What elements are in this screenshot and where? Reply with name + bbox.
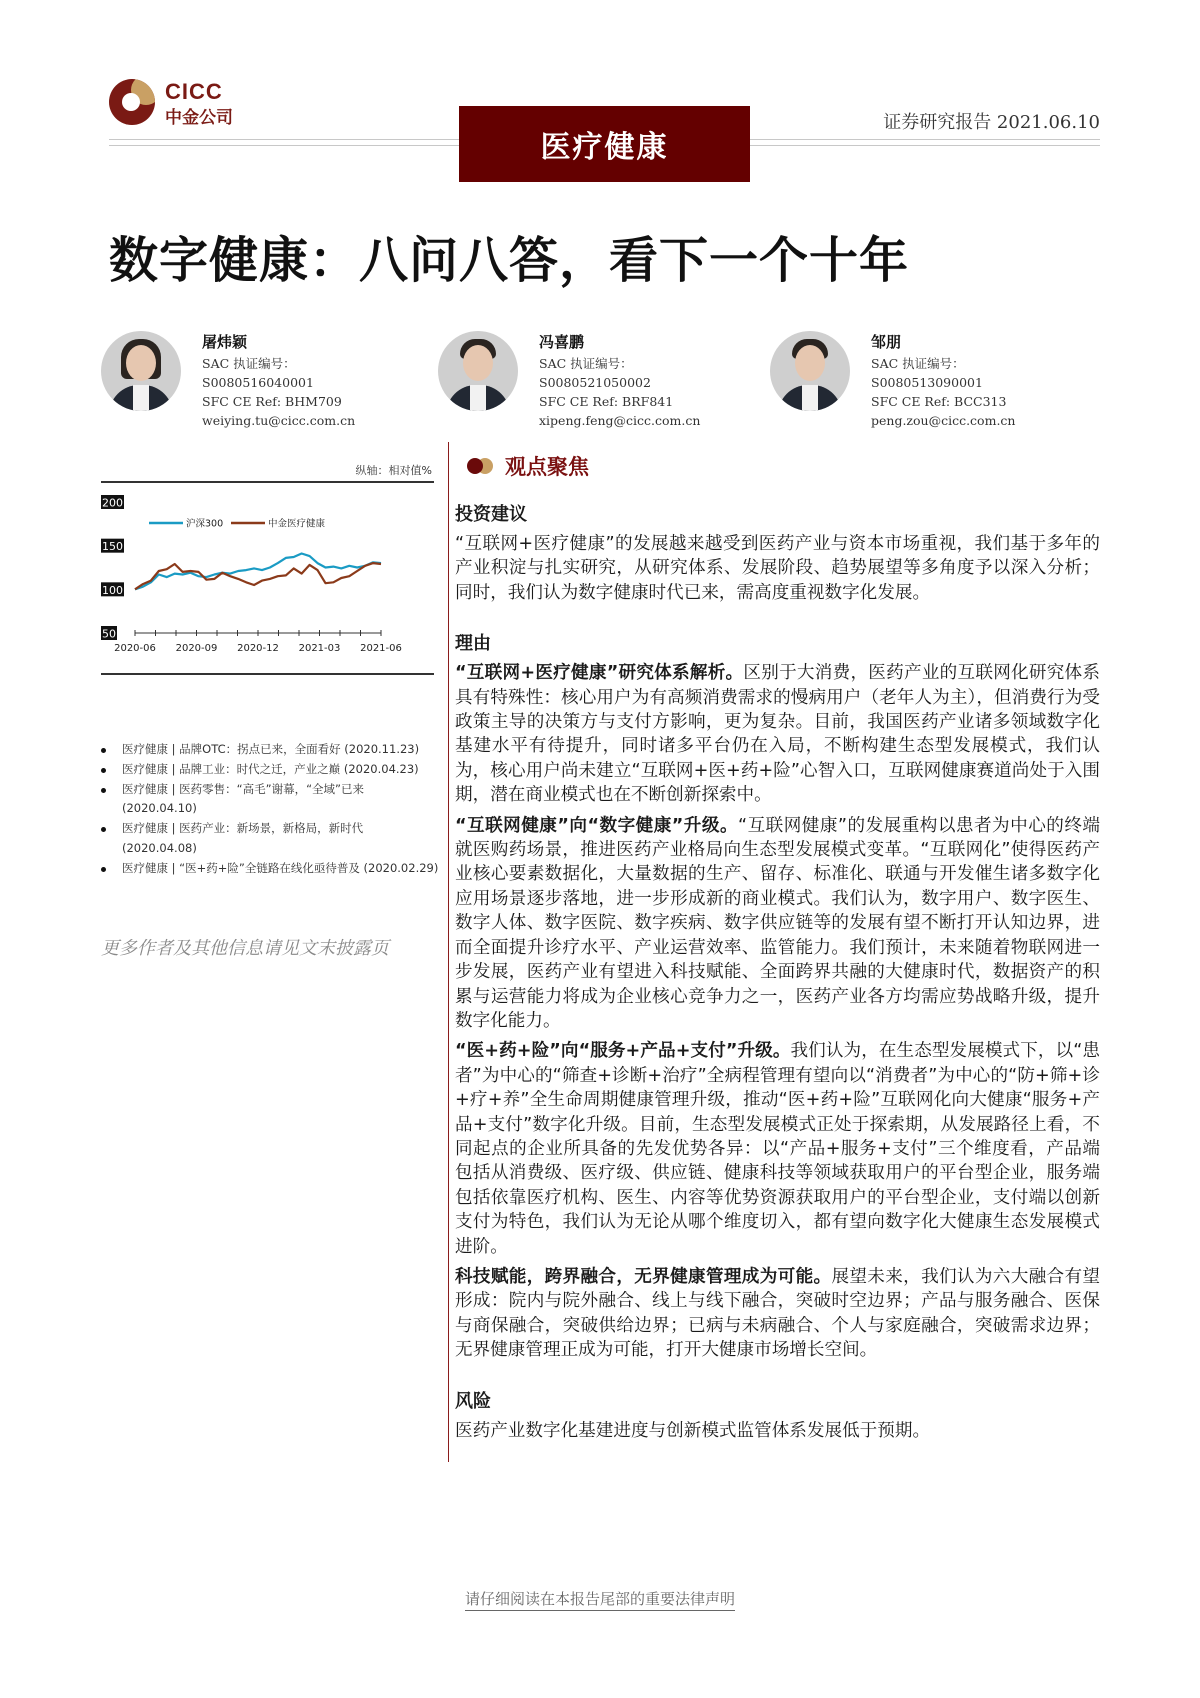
y-tick-label: 200 [102,496,123,510]
performance-chart [101,486,434,671]
author-name: 屠炜颖 [202,333,248,351]
focus-title: 观点聚焦 [505,455,589,479]
y-tick-label: 150 [102,540,123,554]
cicc-logo-icon [109,79,155,125]
column-divider [448,442,449,1462]
author-email[interactable]: peng.zou@cicc.com.cn [871,413,1016,428]
chart-axis-note: 纵轴：相对值% [355,464,432,477]
report-type-date: 证券研究报告 2021.06.10 [883,112,1100,133]
focus-dots-icon [467,458,493,474]
reason-paragraph [455,661,1100,807]
legend-label: 中金医疗健康 [268,518,326,530]
chart-bottom-rule [101,673,434,675]
more-info-note: 更多作者及其他信息请见文末披露页 [101,938,389,959]
risk-heading: 风险 [455,1390,491,1412]
sector-badge: 医疗健康 [459,106,750,182]
related-reports-list [101,740,441,879]
y-tick-label: 100 [102,583,123,597]
y-tick-label: 50 [102,627,116,641]
author-sac: SAC 执证编号：S0080516040001 [202,356,314,390]
related-report-item[interactable]: 医疗健康 | 品牌工业：时代之迁，产业之巅 (2020.04.23) [101,760,441,780]
x-tick-label: 2021-03 [298,643,341,654]
related-report-item[interactable]: 医疗健康 | 医药产业：新场景，新格局，新时代 (2020.04.08) [101,819,441,859]
related-report-item[interactable]: 医疗健康 | 品牌OTC：拐点已来，全面看好 (2020.11.23) [101,740,441,760]
logo-cn: 中金公司 [165,108,233,128]
x-tick-label: 2020-12 [237,643,279,654]
cicc-logo [109,79,259,129]
legend-label: 沪深300 [186,518,224,530]
author-sfc: SFC CE Ref: BCC313 [871,394,1007,409]
invest-text: “互联网+医疗健康”的发展越来越受到医药产业与资本市场重视，我们基于多年的产业积淀与扎实研究，从研究体系、发展阶段、趋势展望等多角度予以深入分析；同时，我们认为数字健康时代已来，需高度重视数字化发展。 [455,534,1100,603]
main-content [455,500,1100,1449]
reason-text: 展望未来，我们认为六大融合有望形成：院内与院外融合、线上与线下融合，突破时空边界；产品与服务融合、医保与商保融合，突破供给边界；已病与未病融合、个人与家庭融合，突破需求边界；无界健康管理正成为可能，打开大健康市场增长空间。 [455,1266,1100,1361]
chart-top-rule [101,481,434,483]
reason-text: 我们认为，在生态型发展模式下，以“患者”为中心的“筛查+诊断+治疗”全病程管理有望向以“消费者”为中心的“防+筛+诊+疗+养”全生命周期健康管理升级，推动“医+药+险”互联网化向大健康“服务+产品+支付”数字化升级。目前，生态型发展模式正处于探索期，从发展路径上看，不同起点的企业所具备的先发优势各异：以“产品+服务+支付”三个维度看，产品端包括从消费级、医疗级、供应链、健康科技等领域获取用户的平台型企业，服务端包括依靠医疗机构、医生、内容等优势资源获取用户的平台型企业，支付端以创新支付为特色，我们认为无论从哪个维度切入，都有望向数字化大健康生态发展模式进阶。 [455,1041,1100,1257]
author-photo [770,331,850,411]
focus-heading [467,451,589,481]
reason-lead: “医+药+险”向“服务+产品+支付”升级。 [455,1041,791,1062]
reason-text: 区别于大消费，医药产业的互联网化研究体系具有特殊性：核心用户为有高频消费需求的慢病用户（老年人为主），但消费行为受政策主导的决策方与支付方影响，更为复杂。目前，我国医药产业诸多领域数字化基建水平有待提升，同时诸多平台仍在入局，不断构建生态型发展模式，我们认为，核心用户尚未建立“互联网+医+药+险”心智入口，互联网健康赛道尚处于入围期，潜在商业模式也在不断创新探索中。 [455,663,1100,806]
logo-en: CICC [165,79,223,104]
x-tick-label: 2021-06 [360,643,402,654]
author-name: 冯喜鹏 [539,333,585,351]
invest-heading: 投资建议 [455,504,527,525]
reason-paragraph [455,1039,1100,1259]
reason-lead: “互联网+医疗健康”研究体系解析。 [455,663,744,684]
legal-notice-footer [0,1588,1200,1609]
author-photo [438,331,518,411]
author-sfc: SFC CE Ref: BRF841 [539,394,674,409]
author-sac: SAC 执证编号：S0080521050002 [539,356,651,390]
reason-paragraph [455,1265,1100,1363]
risk-text: 医药产业数字化基建进度与创新模式监管体系发展低于预期。 [455,1420,931,1441]
related-report-item[interactable]: 医疗健康 | “医+药+险”全链路在线化亟待普及 (2020.02.29) [101,859,441,879]
author-sac: SAC 执证编号：S0080513090001 [871,356,983,390]
author-sfc: SFC CE Ref: BHM709 [202,394,342,409]
related-report-item[interactable]: 医疗健康 | 医药零售：“高毛”谢幕，“全域”已来 (2020.04.10) [101,780,441,820]
x-tick-label: 2020-06 [114,643,156,654]
reason-lead: “互联网健康”向“数字健康”升级。 [455,815,739,836]
legal-notice-link[interactable]: 请仔细阅读在本报告尾部的重要法律声明 [465,1590,735,1611]
x-tick-label: 2020-09 [175,643,218,654]
author-email[interactable]: weiying.tu@cicc.com.cn [202,413,356,428]
author-email[interactable]: xipeng.feng@cicc.com.cn [539,413,701,428]
author-name: 邹朋 [871,333,902,351]
reason-text: “互联网健康”的发展重构以患者为中心的终端就医购药场景，推进医药产业格局向生态型发展模式变革。“互联网化”使得医药产业核心要素数据化，大量数据的生产、留存、标准化、联通与开发催生诸多数字化应用场景逐步落地，进一步形成新的商业模式。我们认为，数字用户、数字医生、数字人体、数字医院、数字疾病、数字供应链等的发展有望不断打开认知边界，进而全面提升诊疗水平、产业运营效率、监管能力。我们预计，未来随着物联网进一步发展，医药产业有望进入科技赋能、全面跨界共融的大健康时代，数据资产的积累与运营能力将成为企业核心竞争力之一，医药产业各方均需应势战略升级，提升数字化能力。 [455,815,1100,1031]
reason-heading: 理由 [455,633,491,655]
reason-paragraph [455,814,1100,1034]
author-photo [101,331,181,411]
report-title: 数字健康：八问八答，看下一个十年 [109,232,910,289]
reason-lead: 科技赋能，跨界融合，无界健康管理成为可能。 [455,1266,832,1287]
